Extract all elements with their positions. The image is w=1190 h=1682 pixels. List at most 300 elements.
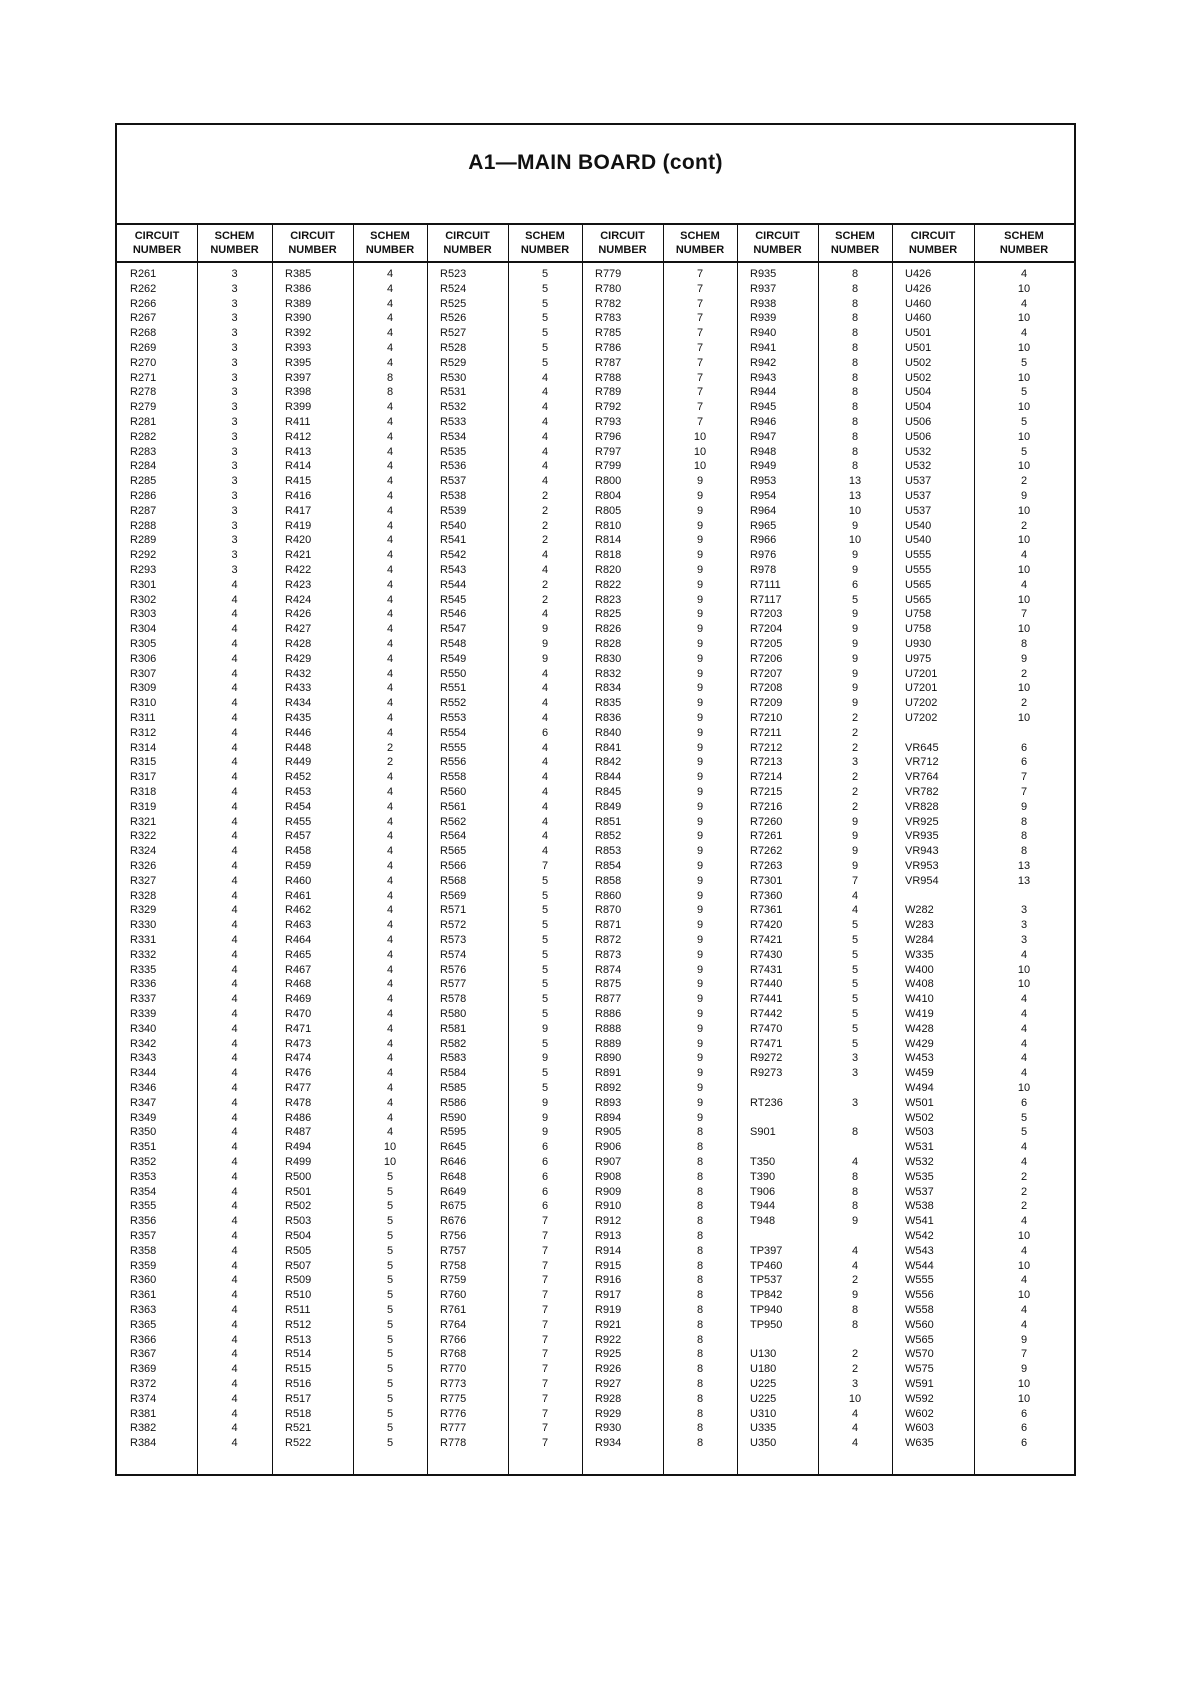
- schem-number-cell: 7: [541, 1422, 549, 1435]
- circuit-number-cell: W502: [905, 1111, 934, 1124]
- schem-number-cell: 4: [231, 756, 238, 769]
- schem-number-cell: 4: [386, 268, 394, 280]
- schem-number-cell: 8: [851, 312, 859, 325]
- circuit-number-cell: R908: [595, 1170, 622, 1183]
- circuit-number-cell: R314: [130, 741, 157, 754]
- circuit-number-cell: R7211: [750, 726, 782, 739]
- circuit-number-cell: R473: [285, 1037, 312, 1050]
- schem-number-cell: 5: [541, 889, 549, 902]
- circuit-number-cell: TP460: [750, 1259, 783, 1272]
- circuit-number-cell: R535: [440, 445, 467, 458]
- circuit-number-cell: VR828: [905, 800, 939, 813]
- circuit-number-cell: W535: [905, 1170, 934, 1183]
- schem-number-cell: 2: [1020, 667, 1028, 680]
- circuit-number-cell: R322: [130, 830, 157, 843]
- schem-number-cell: 8: [851, 1126, 859, 1139]
- schem-number-cell: 3: [1020, 919, 1028, 932]
- circuit-number-cell: W592: [905, 1392, 934, 1405]
- schem-number-cell: 4: [386, 771, 394, 784]
- circuit-number-cell: W410: [905, 993, 934, 1006]
- schem-number-cell: 10: [1017, 430, 1031, 443]
- circuit-number-cell: U225: [750, 1392, 777, 1405]
- circuit-number-cell: R582: [440, 1037, 467, 1050]
- schem-number-cell: 4: [386, 593, 394, 606]
- circuit-number-cell: R317: [130, 771, 157, 784]
- schem-number-cell: 4: [541, 401, 549, 414]
- circuit-number-cell: R940: [750, 327, 777, 340]
- circuit-number-cell: R389: [285, 297, 312, 310]
- circuit-number-cell: W428: [905, 1022, 934, 1035]
- circuit-number-cell: R353: [130, 1170, 157, 1183]
- circuit-number-cell: R478: [285, 1096, 312, 1109]
- schem-number-cell: 9: [541, 1111, 549, 1124]
- schem-number-cell: 9: [1020, 1333, 1028, 1346]
- circuit-number-cell: R779: [595, 268, 622, 280]
- schem-number-cell: 4: [231, 1052, 238, 1065]
- schem-number-cell: 4: [1020, 1156, 1028, 1168]
- circuit-number-cell: R311: [130, 712, 156, 724]
- circuit-number-cell: U758: [905, 623, 932, 636]
- circuit-number-cell: R476: [285, 1067, 312, 1080]
- column-divider: [974, 223, 975, 1474]
- circuit-number-cell: R360: [130, 1274, 157, 1287]
- schem-number-cell: 7: [1020, 608, 1028, 621]
- schem-number-cell: 4: [1020, 1244, 1028, 1257]
- schem-number-cell: 4: [386, 623, 394, 636]
- circuit-number-cell: R464: [285, 934, 312, 946]
- schem-number-cell: 4: [541, 460, 549, 473]
- schem-number-cell: 6: [541, 726, 549, 739]
- circuit-number-cell: R649: [440, 1185, 467, 1198]
- schem-number-cell: 3: [851, 1096, 859, 1109]
- circuit-number-cell: R780: [595, 282, 622, 295]
- schem-number-cell: 5: [1020, 356, 1028, 369]
- circuit-number-cell: R965: [750, 519, 777, 532]
- schem-number-cell: 8: [851, 416, 859, 428]
- schem-number-cell: 2: [541, 504, 549, 517]
- circuit-number-cell: R529: [440, 356, 467, 369]
- schem-number-cell: 9: [696, 934, 704, 946]
- circuit-number-cell: W532: [905, 1156, 934, 1168]
- schem-number-cell: 7: [851, 874, 859, 887]
- schem-number-cell: 4: [386, 1037, 394, 1050]
- circuit-number-cell: W453: [905, 1052, 934, 1065]
- schem-number-cell: 4: [541, 712, 549, 724]
- circuit-number-cell: R564: [440, 830, 467, 843]
- schem-number-cell: 2: [1020, 1200, 1028, 1213]
- circuit-number-cell: U758: [905, 608, 932, 621]
- schem-number-cell: 3: [231, 475, 238, 488]
- schem-number-cell: 5: [541, 978, 549, 991]
- schem-number-cell: 4: [231, 1096, 238, 1109]
- schem-number-cell: 4: [386, 815, 394, 828]
- schem-number-cell: 3: [231, 386, 238, 399]
- circuit-number-cell: R357: [130, 1230, 157, 1242]
- circuit-number-cell: R293: [130, 564, 157, 576]
- schem-number-cell: 4: [386, 948, 394, 961]
- circuit-number-cell: VR925: [905, 815, 939, 828]
- schem-number-cell: 10: [1017, 564, 1031, 576]
- schem-number-cell: 8: [696, 1289, 704, 1302]
- schem-number-cell: 9: [696, 726, 704, 739]
- column-divider: [663, 223, 664, 1474]
- circuit-number-cell: R810: [595, 519, 622, 532]
- schem-number-cell: 4: [851, 1437, 859, 1450]
- schem-number-cell: 4: [231, 578, 238, 591]
- circuit-number-cell: R7431: [750, 963, 783, 976]
- circuit-number-cell: R949: [750, 460, 777, 473]
- schem-number-cell: 4: [541, 786, 549, 798]
- schem-number-cell: 4: [231, 800, 238, 813]
- schem-number-cell: 8: [851, 460, 859, 473]
- circuit-number-cell: R530: [440, 371, 467, 384]
- circuit-number-cell: R500: [285, 1170, 312, 1183]
- column-divider: [427, 223, 428, 1474]
- schem-number-cell: 7: [696, 297, 704, 310]
- circuit-number-cell: R595: [440, 1126, 467, 1139]
- schem-number-cell: 2: [541, 534, 549, 547]
- schem-number-cell: 4: [386, 652, 394, 665]
- circuit-number-cell: U504: [905, 386, 932, 399]
- schem-number-cell: 10: [1017, 504, 1031, 517]
- circuit-number-cell: W283: [905, 919, 934, 932]
- schem-number-cell: 2: [1020, 475, 1028, 488]
- schem-number-cell: 9: [696, 963, 704, 976]
- circuit-number-cell: R830: [595, 652, 622, 665]
- schem-number-cell: 8: [696, 1170, 704, 1183]
- schem-number-cell: 9: [696, 874, 704, 887]
- circuit-number-cell: R301: [130, 578, 157, 591]
- circuit-number-cell: R474: [285, 1052, 312, 1065]
- schem-number-cell: 4: [231, 1185, 238, 1198]
- schem-number-cell: 7: [541, 1348, 549, 1361]
- schem-number-cell: 9: [696, 1111, 704, 1124]
- schem-number-cell: 9: [541, 638, 549, 650]
- schem-number-cell: 5: [386, 1244, 394, 1257]
- schem-number-cell: 9: [696, 993, 704, 1006]
- schem-number-cell: 9: [1020, 490, 1028, 502]
- circuit-number-cell: R560: [440, 786, 467, 798]
- circuit-number-cell: R7206: [750, 652, 783, 665]
- schem-number-cell: 5: [541, 356, 549, 369]
- schem-number-cell: 4: [231, 741, 238, 754]
- schem-number-cell: 9: [696, 919, 704, 932]
- schem-number-cell: 2: [1020, 697, 1028, 710]
- column-divider: [508, 223, 509, 1474]
- schem-number-cell: 4: [231, 1289, 238, 1302]
- circuit-number-cell: R286: [130, 490, 157, 502]
- circuit-number-cell: R523: [440, 268, 467, 280]
- circuit-number-cell: R941: [750, 342, 777, 354]
- schem-number-cell: 5: [386, 1392, 394, 1405]
- schem-number-cell: 6: [1020, 756, 1028, 769]
- schem-number-cell: 4: [386, 667, 394, 680]
- schem-number-cell: 4: [386, 874, 394, 887]
- schem-number-cell: 8: [696, 1156, 704, 1168]
- schem-number-cell: 3: [231, 327, 238, 340]
- schem-number-cell: 9: [851, 638, 859, 650]
- circuit-number-cell: VR943: [905, 845, 939, 858]
- schem-number-cell: 5: [541, 327, 549, 340]
- circuit-number-cell: R324: [130, 845, 157, 858]
- circuit-number-cell: U506: [905, 430, 932, 443]
- circuit-number-cell: T350: [750, 1156, 776, 1168]
- circuit-number-cell: R420: [285, 534, 312, 547]
- circuit-number-cell: R7203: [750, 608, 783, 621]
- schem-number-cell: 4: [386, 564, 394, 576]
- schem-number-cell: 5: [386, 1422, 394, 1435]
- schem-number-cell: 10: [1017, 593, 1031, 606]
- schem-number-cell: 9: [851, 519, 859, 532]
- circuit-number-cell: R945: [750, 401, 777, 414]
- circuit-number-cell: U537: [905, 490, 932, 502]
- circuit-number-cell: R306: [130, 652, 157, 665]
- schem-number-cell: 9: [696, 534, 704, 547]
- circuit-number-cell: R938: [750, 297, 777, 310]
- schem-number-cell: 4: [231, 1215, 238, 1228]
- schem-number-cell: 4: [541, 371, 549, 384]
- header-divider: [117, 261, 1074, 263]
- schem-number-cell: 8: [696, 1392, 704, 1405]
- schem-number-cell: 7: [1020, 1348, 1028, 1361]
- circuit-number-cell: R350: [130, 1126, 157, 1139]
- circuit-number-cell: R928: [595, 1392, 622, 1405]
- schem-number-cell: 5: [386, 1289, 394, 1302]
- schem-number-cell: 5: [386, 1230, 394, 1242]
- circuit-number-cell: R336: [130, 978, 157, 991]
- schem-number-cell: 2: [851, 771, 859, 784]
- circuit-number-cell: R888: [595, 1022, 622, 1035]
- schem-number-cell: 4: [231, 1274, 238, 1287]
- circuit-number-cell: R543: [440, 564, 467, 576]
- column-divider: [818, 223, 819, 1474]
- schem-number-cell: 4: [231, 771, 238, 784]
- schem-number-cell: 10: [1017, 1392, 1031, 1405]
- schem-number-cell: 4: [231, 1022, 238, 1035]
- circuit-number-cell: R428: [285, 638, 312, 650]
- circuit-number-cell: TP397: [750, 1244, 783, 1257]
- schem-number-cell: 6: [1020, 1407, 1028, 1420]
- schem-number-cell: 3: [231, 490, 238, 502]
- circuit-number-cell: R337: [130, 993, 157, 1006]
- circuit-number-cell: R434: [285, 697, 312, 710]
- schem-number-cell: 8: [851, 1185, 859, 1198]
- circuit-number-cell: T948: [750, 1215, 776, 1228]
- schem-number-cell: 9: [696, 519, 704, 532]
- circuit-number-cell: R793: [595, 416, 622, 428]
- schem-number-cell: 9: [696, 682, 704, 695]
- circuit-number-cell: R526: [440, 312, 467, 325]
- schem-number-cell: 4: [541, 800, 549, 813]
- schem-number-cell: 4: [386, 1096, 394, 1109]
- schem-number-cell: 8: [1020, 830, 1028, 843]
- circuit-number-cell: R505: [285, 1244, 312, 1257]
- circuit-number-cell: R789: [595, 386, 622, 399]
- circuit-number-cell: R7111: [750, 578, 781, 591]
- schem-number-cell: 3: [851, 1067, 859, 1080]
- header-schem-number: SCHEM NUMBER: [675, 230, 725, 256]
- circuit-number-cell: R352: [130, 1156, 157, 1168]
- schem-number-cell: 9: [696, 638, 704, 650]
- schem-number-cell: 4: [231, 1230, 238, 1242]
- circuit-number-cell: R369: [130, 1363, 157, 1376]
- schem-number-cell: 2: [1020, 1185, 1028, 1198]
- circuit-number-cell: W575: [905, 1363, 934, 1376]
- schem-number-cell: 4: [231, 830, 238, 843]
- circuit-number-cell: R382: [130, 1422, 157, 1435]
- circuit-number-cell: R551: [440, 682, 467, 695]
- schem-number-cell: 4: [541, 608, 549, 621]
- schem-number-cell: 4: [386, 504, 394, 517]
- parts-table: [115, 123, 1076, 1476]
- schem-number-cell: 4: [386, 445, 394, 458]
- circuit-number-cell: R927: [595, 1378, 622, 1390]
- schem-number-cell: 5: [386, 1318, 394, 1331]
- circuit-number-cell: R906: [595, 1141, 622, 1154]
- circuit-number-cell: R541: [440, 534, 467, 547]
- circuit-number-cell: R358: [130, 1244, 157, 1257]
- schem-number-cell: 10: [848, 504, 862, 517]
- schem-number-cell: 4: [1020, 1008, 1028, 1020]
- schem-number-cell: 10: [1017, 460, 1031, 473]
- schem-number-cell: 9: [696, 578, 704, 591]
- circuit-number-cell: R569: [440, 889, 467, 902]
- schem-number-cell: 4: [231, 712, 238, 724]
- circuit-number-cell: W494: [905, 1082, 934, 1094]
- column-divider: [353, 223, 354, 1474]
- circuit-number-cell: R907: [595, 1156, 622, 1168]
- circuit-number-cell: R367: [130, 1348, 157, 1361]
- circuit-number-cell: R507: [285, 1259, 312, 1272]
- schem-number-cell: 9: [851, 623, 859, 636]
- schem-number-cell: 4: [851, 1407, 859, 1420]
- schem-number-cell: 4: [1020, 1318, 1028, 1331]
- circuit-number-cell: TP940: [750, 1304, 783, 1316]
- circuit-number-cell: R419: [285, 519, 312, 532]
- schem-number-cell: 4: [851, 1422, 859, 1435]
- schem-number-cell: 4: [231, 1200, 238, 1213]
- schem-number-cell: 8: [851, 1200, 859, 1213]
- circuit-number-cell: RT236: [750, 1096, 783, 1109]
- schem-number-cell: 9: [851, 845, 859, 858]
- circuit-number-cell: R7361: [750, 904, 783, 917]
- circuit-number-cell: R435: [285, 712, 312, 724]
- circuit-number-cell: R844: [595, 771, 622, 784]
- circuit-number-cell: R764: [440, 1318, 467, 1331]
- circuit-number-cell: R268: [130, 327, 157, 340]
- schem-number-cell: 4: [386, 312, 394, 325]
- schem-number-cell: 10: [383, 1141, 397, 1154]
- circuit-number-cell: R7442: [750, 1008, 783, 1020]
- circuit-number-cell: R770: [440, 1363, 467, 1376]
- schem-number-cell: 10: [1017, 1289, 1031, 1302]
- circuit-number-cell: R516: [285, 1378, 312, 1390]
- schem-number-cell: 4: [231, 667, 238, 680]
- circuit-number-cell: R976: [750, 549, 777, 562]
- circuit-number-cell: R355: [130, 1200, 157, 1213]
- circuit-number-cell: R305: [130, 638, 157, 650]
- circuit-number-cell: W603: [905, 1422, 934, 1435]
- circuit-number-cell: R384: [130, 1437, 157, 1450]
- circuit-number-cell: R766: [440, 1333, 467, 1346]
- schem-number-cell: 4: [1020, 993, 1028, 1006]
- circuit-number-cell: R332: [130, 948, 157, 961]
- circuit-number-cell: R457: [285, 830, 312, 843]
- circuit-number-cell: R805: [595, 504, 622, 517]
- circuit-number-cell: VR764: [905, 771, 939, 784]
- schem-number-cell: 4: [541, 416, 549, 428]
- schem-number-cell: 5: [851, 919, 859, 932]
- circuit-number-cell: R536: [440, 460, 467, 473]
- circuit-number-cell: R381: [130, 1407, 157, 1420]
- schem-number-cell: 8: [696, 1141, 704, 1154]
- circuit-number-cell: R365: [130, 1318, 157, 1331]
- schem-number-cell: 4: [386, 919, 394, 932]
- schem-number-cell: 5: [851, 1008, 859, 1020]
- circuit-number-cell: R890: [595, 1052, 622, 1065]
- circuit-number-cell: R346: [130, 1082, 157, 1094]
- circuit-number-cell: R7216: [750, 800, 783, 813]
- circuit-number-cell: U180: [750, 1363, 777, 1376]
- schem-number-cell: 9: [541, 1022, 549, 1035]
- schem-number-cell: 10: [693, 445, 707, 458]
- circuit-number-cell: R915: [595, 1259, 622, 1272]
- circuit-number-cell: R262: [130, 282, 157, 295]
- circuit-number-cell: R524: [440, 282, 467, 295]
- schem-number-cell: 5: [386, 1185, 394, 1198]
- circuit-number-cell: R421: [285, 549, 312, 562]
- schem-number-cell: 4: [1020, 578, 1028, 591]
- circuit-number-cell: U350: [750, 1437, 777, 1450]
- schem-number-cell: 8: [696, 1422, 704, 1435]
- circuit-number-cell: W335: [905, 948, 934, 961]
- schem-number-cell: 3: [231, 297, 238, 310]
- circuit-number-cell: U460: [905, 297, 932, 310]
- schem-number-cell: 2: [541, 490, 549, 502]
- schem-number-cell: 3: [231, 268, 238, 280]
- header-schem-number: SCHEM NUMBER: [999, 230, 1049, 256]
- circuit-number-cell: R424: [285, 593, 312, 606]
- schem-number-cell: 9: [696, 1022, 704, 1035]
- circuit-number-cell: R429: [285, 652, 312, 665]
- schem-number-cell: 2: [541, 519, 549, 532]
- circuit-number-cell: R468: [285, 978, 312, 991]
- schem-number-cell: 10: [1017, 534, 1031, 547]
- schem-number-cell: 5: [851, 948, 859, 961]
- schem-number-cell: 2: [1020, 1170, 1028, 1183]
- circuit-number-cell: R797: [595, 445, 622, 458]
- circuit-number-cell: R423: [285, 578, 312, 591]
- schem-number-cell: 4: [231, 948, 238, 961]
- schem-number-cell: 5: [1020, 416, 1028, 428]
- circuit-number-cell: R469: [285, 993, 312, 1006]
- circuit-number-cell: R891: [595, 1067, 622, 1080]
- circuit-number-cell: R542: [440, 549, 467, 562]
- schem-number-cell: 6: [541, 1200, 549, 1213]
- circuit-number-cell: R804: [595, 490, 622, 502]
- schem-number-cell: 4: [231, 860, 238, 872]
- schem-number-cell: 9: [696, 1082, 704, 1094]
- circuit-number-cell: R269: [130, 342, 157, 354]
- schem-number-cell: 4: [231, 1378, 238, 1390]
- schem-number-cell: 10: [383, 1156, 397, 1168]
- circuit-number-cell: R870: [595, 904, 622, 917]
- schem-number-cell: 6: [541, 1141, 549, 1154]
- circuit-number-cell: R427: [285, 623, 312, 636]
- column-divider: [582, 223, 583, 1474]
- circuit-number-cell: R935: [750, 268, 777, 280]
- circuit-number-cell: R558: [440, 771, 467, 784]
